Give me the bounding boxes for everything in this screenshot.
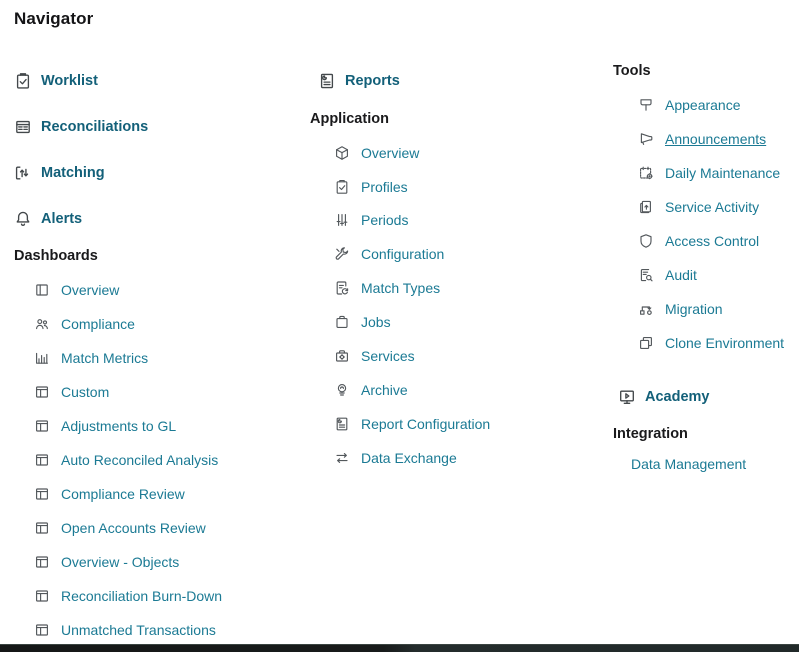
nav-item-label: Overview [61,282,120,298]
nav-item-appearance[interactable] [638,95,741,115]
nav-item-services[interactable] [334,346,415,366]
wrench-tools-icon [334,246,350,262]
nav-item-unmatched-transactions[interactable] [34,620,216,640]
clipboard-check-icon [334,179,350,195]
nav-item-profiles[interactable] [334,177,408,197]
nav-item-match-types[interactable] [334,278,440,298]
nav-item-periods[interactable] [334,210,408,230]
audit-magnifier-icon [638,267,654,283]
nav-item-label: Reconciliations [41,119,149,135]
dashboard-icon [34,520,50,536]
matching-arrows-icon [14,164,32,182]
nav-item-label: Access Control [665,233,760,249]
background-app-edge [0,644,799,652]
migration-flow-icon [638,301,654,317]
nav-item-label: Academy [645,389,710,405]
clone-squares-icon [638,335,654,351]
document-refresh-icon [334,280,350,296]
toolbox-gear-icon [334,348,350,364]
bar-chart-icon [34,350,50,366]
nav-item-label: Reconciliation Burn-Down [61,588,223,604]
nav-item-compliance[interactable] [34,314,135,334]
nav-item-label: Match Types [361,280,441,296]
panel-layout-icon [34,282,50,298]
nav-item-label: Clone Environment [665,335,785,351]
sliders-icon [334,212,350,228]
section-header-integration: Integration [613,426,688,442]
nav-item-reconciliations[interactable] [14,117,148,137]
clipboard-check-icon [14,72,32,90]
nav-item-label: Match Metrics [61,350,149,366]
nav-item-label: Unmatched Transactions [61,622,216,638]
dashboard-icon [34,622,50,638]
calendar-gear-icon [638,165,654,181]
nav-item-compliance-review[interactable] [34,484,185,504]
academy-monitor-icon [618,388,636,406]
nav-item-label: Daily Maintenance [665,165,781,181]
dashboard-icon [34,384,50,400]
nav-item-configuration[interactable] [334,244,444,264]
nav-item-label: Matching [41,165,105,181]
nav-item-label: Appearance [665,97,741,113]
nav-item-alerts[interactable] [14,209,82,229]
nav-item-match-metrics[interactable] [34,348,148,368]
clipboard-arrow-icon [638,199,654,215]
dashboard-icon [34,452,50,468]
nav-item-adjustments-to-gl[interactable] [34,416,176,436]
nav-item-label: Announcements [665,131,767,147]
beacon-icon [334,382,350,398]
page-title: Navigator [14,9,94,28]
megaphone-icon [638,131,654,147]
nav-item-auto-reconciled-analysis[interactable] [34,450,218,470]
nav-item-daily-maintenance[interactable] [638,163,780,183]
nav-item-audit[interactable] [638,265,697,285]
nav-item-jobs[interactable] [334,312,391,332]
nav-item-label: Periods [361,212,409,228]
nav-item-label: Archive [361,382,408,398]
nav-item-label: Configuration [361,246,445,262]
exchange-arrows-icon [334,450,350,466]
nav-item-label: Auto Reconciled Analysis [61,452,219,468]
nav-item-clone-environment[interactable] [638,333,784,353]
nav-item-label: Worklist [41,73,98,89]
report-document-icon [334,416,350,432]
nav-item-label: Overview - Objects [61,554,180,570]
nav-item-label: Adjustments to GL [61,418,177,434]
nav-item-report-configuration[interactable] [334,414,490,434]
nav-item-overview-objects[interactable] [34,552,179,572]
nav-item-matching[interactable] [14,163,105,183]
nav-item-label: Jobs [361,314,391,330]
nav-item-academy[interactable] [618,387,709,407]
nav-item-data-exchange[interactable] [334,448,457,468]
dashboard-icon [34,554,50,570]
nav-item-announcements[interactable] [638,129,766,149]
nav-item-label: Profiles [361,179,408,195]
nav-item-archive[interactable] [334,380,408,400]
nav-item-label: Custom [61,384,110,400]
nav-item-data-management[interactable] [631,454,746,474]
nav-item-label: Data Management [631,456,747,472]
nav-item-app-overview[interactable] [334,143,419,163]
briefcase-icon [334,314,350,330]
cube-icon [334,145,350,161]
nav-item-label: Service Activity [665,199,760,215]
nav-item-migration[interactable] [638,299,723,319]
nav-item-label: Data Exchange [361,450,457,466]
report-document-icon [318,72,336,90]
nav-item-label: Compliance [61,316,135,332]
reconciliation-table-icon [14,118,32,136]
dashboard-icon [34,418,50,434]
section-header-dashboards: Dashboards [14,248,98,264]
nav-item-reconciliation-burn-down[interactable] [34,586,222,606]
nav-item-reports[interactable] [318,71,400,91]
people-icon [34,316,50,332]
nav-item-dashboard-overview[interactable] [34,280,119,300]
nav-item-worklist[interactable] [14,71,98,91]
nav-item-open-accounts-review[interactable] [34,518,206,538]
shield-icon [638,233,654,249]
nav-item-label: Open Accounts Review [61,520,206,536]
section-header-tools: Tools [613,63,651,79]
nav-item-label: Alerts [41,211,83,227]
nav-item-label: Audit [665,267,697,283]
paint-roller-icon [638,97,654,113]
nav-item-label: Migration [665,301,723,317]
nav-item-label: Compliance Review [61,486,185,502]
nav-item-custom[interactable] [34,382,109,402]
bell-icon [14,210,32,228]
nav-item-service-activity[interactable] [638,197,759,217]
nav-item-access-control[interactable] [638,231,759,251]
nav-item-label: Overview [361,145,420,161]
section-header-application: Application [310,111,389,127]
nav-item-label: Report Configuration [361,416,491,432]
dashboard-icon [34,588,50,604]
nav-item-label: Services [361,348,415,364]
dashboard-icon [34,486,50,502]
nav-item-label: Reports [345,73,400,89]
